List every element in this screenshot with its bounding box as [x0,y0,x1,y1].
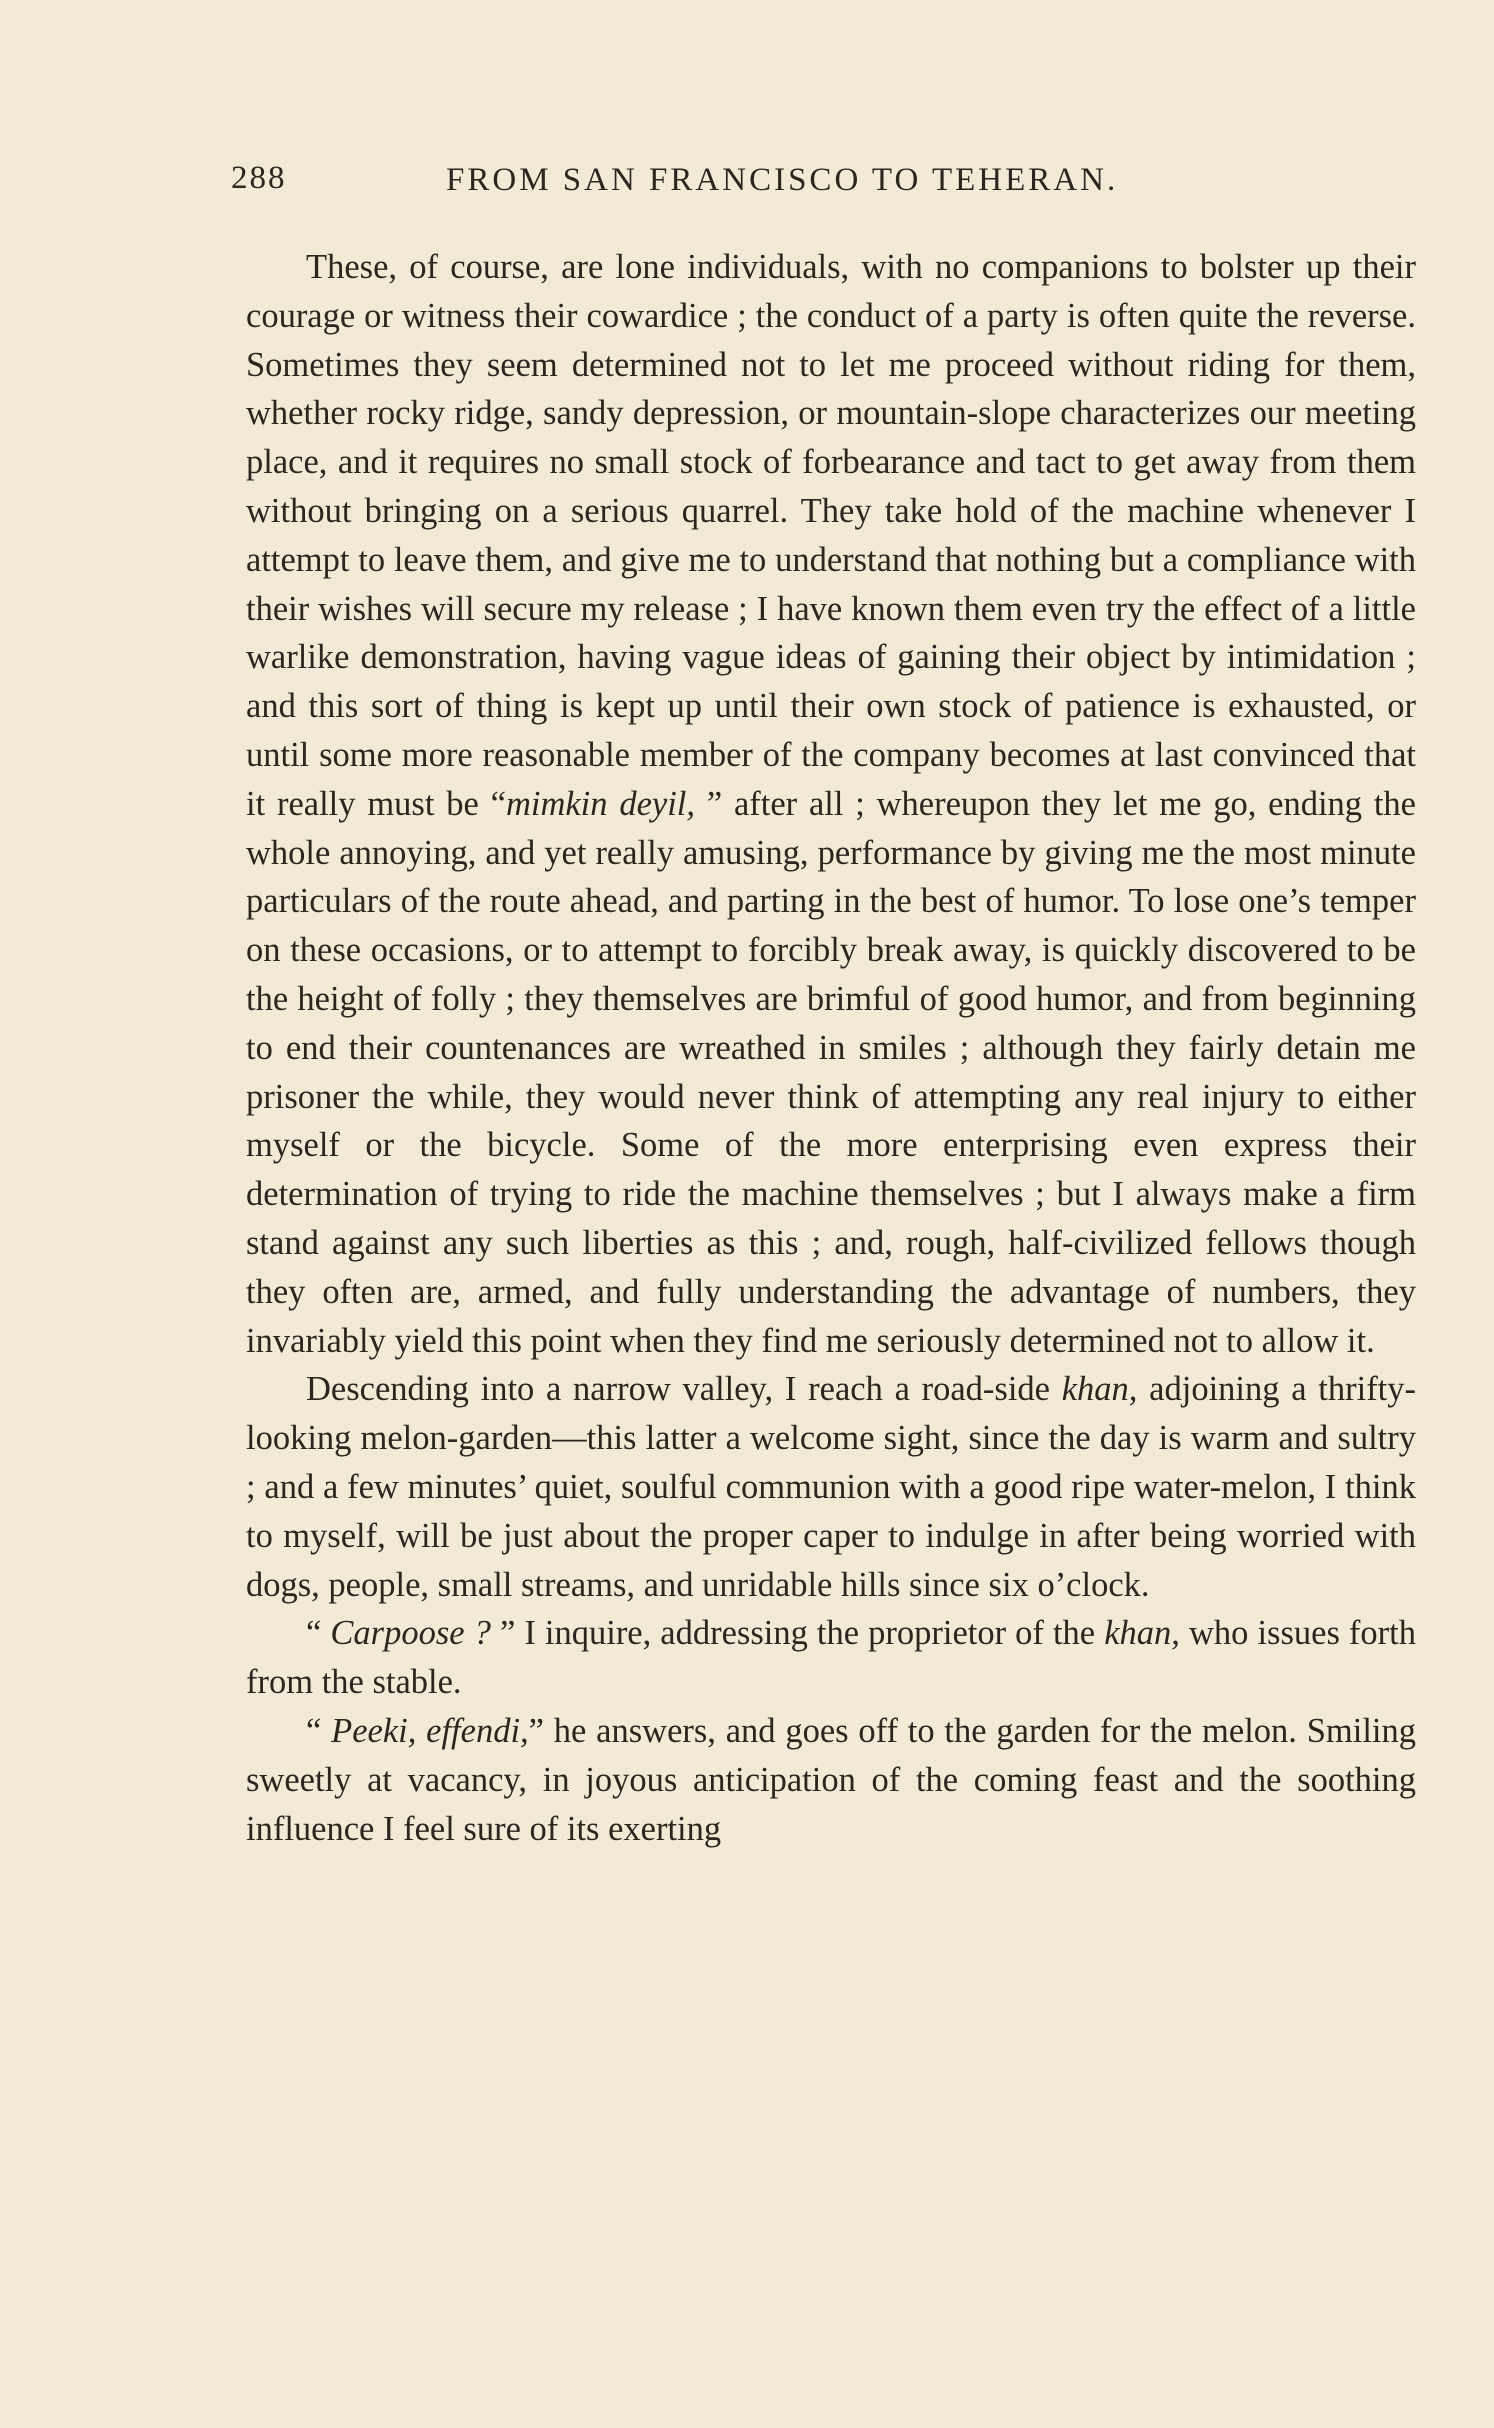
body-text [246,243,1416,1853]
text-span: These, of course, are lone individuals, with no companions to bolster up their courage or witness their cowardice ; the conduct of a party is often quite the reverse. Sometimes they seem determined not to let me proceed without riding for them, whether rocky ridge, sandy depression, or mountain-slope characterizes our meeting place, and it requires no small stock of forbearance and tact to get away from them without bringing on a serious quarrel. They take hold of the machine whenever I attempt to leave them, and give me to understand that nothing but a compliance with their wishes will secure my release ; I have known them even try the effect of a little warlike demonstration, having vague ideas of gaining their object by intimidation ; and this sort of thing is kept up until their own stock of patience is exhausted, or until some more reasonable member of the company becomes at last convinced that it really must be “ [246,248,1416,823]
paragraph-2 [246,1365,1416,1609]
italic-phrase: khan, [1104,1614,1180,1653]
text-span: adjoining a thrifty-looking melon-garden—this latter a welcome sight, since the day is warm and sultry ; and a few minutes’ quiet, soulful communion with a good ripe water-melon, I think to myself, will be just about the proper caper to indulge in after being worried with dogs, people, small streams, and unridable hills since six o’clock. [246,1370,1417,1604]
paragraph-1 [246,243,1416,1365]
paragraph-4 [246,1707,1416,1853]
page-number: 288 [231,160,287,196]
text-span: ” after all ; whereupon they let me go, ending the whole annoying, and yet really amusing, performance by giving me the most minute particulars of the route ahead, and parting in the best of humor. To lose one’s temper on these occasions, or to attempt to forcibly break away, is quickly discovered to be the height of folly ; they themselves are brimful of good humor, and from beginning to end their countenances are wreathed in smiles ; although they fairly detain me prisoner the while, they would never think of attempting any real injury to either myself or the bicycle. Some of the more enterprising even express their determination of trying to ride the machine themselves ; but I always make a firm stand against any such liberties as this ; and, rough, half-civilized fellows though they often are, armed, and fully understanding the advantage of numbers, they invariably yield this point when they find me seriously determined not to allow it. [246,784,1416,1360]
text-span: ” he answers, and goes off to the garden for the melon. Smiling sweetly at vacancy, in joyous anticipation of the coming feast and the soothing influence I feel sure of its exerting [246,1711,1416,1848]
text-span: “ [306,1614,331,1653]
page-header [231,160,1241,210]
italic-phrase: khan, [1061,1370,1138,1409]
text-span: ” I inquire, addressing the proprietor of the [490,1614,1105,1653]
italic-phrase: mimkin deyil, [505,784,695,823]
text-span: who issues forth from the stable. [246,1614,1416,1702]
running-head: FROM SAN FRANCISCO TO TEHERAN. [446,162,1119,198]
italic-phrase: Peeki, effendi, [331,1711,529,1750]
text-span: “ [306,1711,332,1750]
paragraph-3 [246,1609,1416,1707]
text-span: Descending into a narrow valley, I reach a road-side [306,1370,1062,1409]
italic-phrase: Carpoose ? [330,1614,491,1653]
